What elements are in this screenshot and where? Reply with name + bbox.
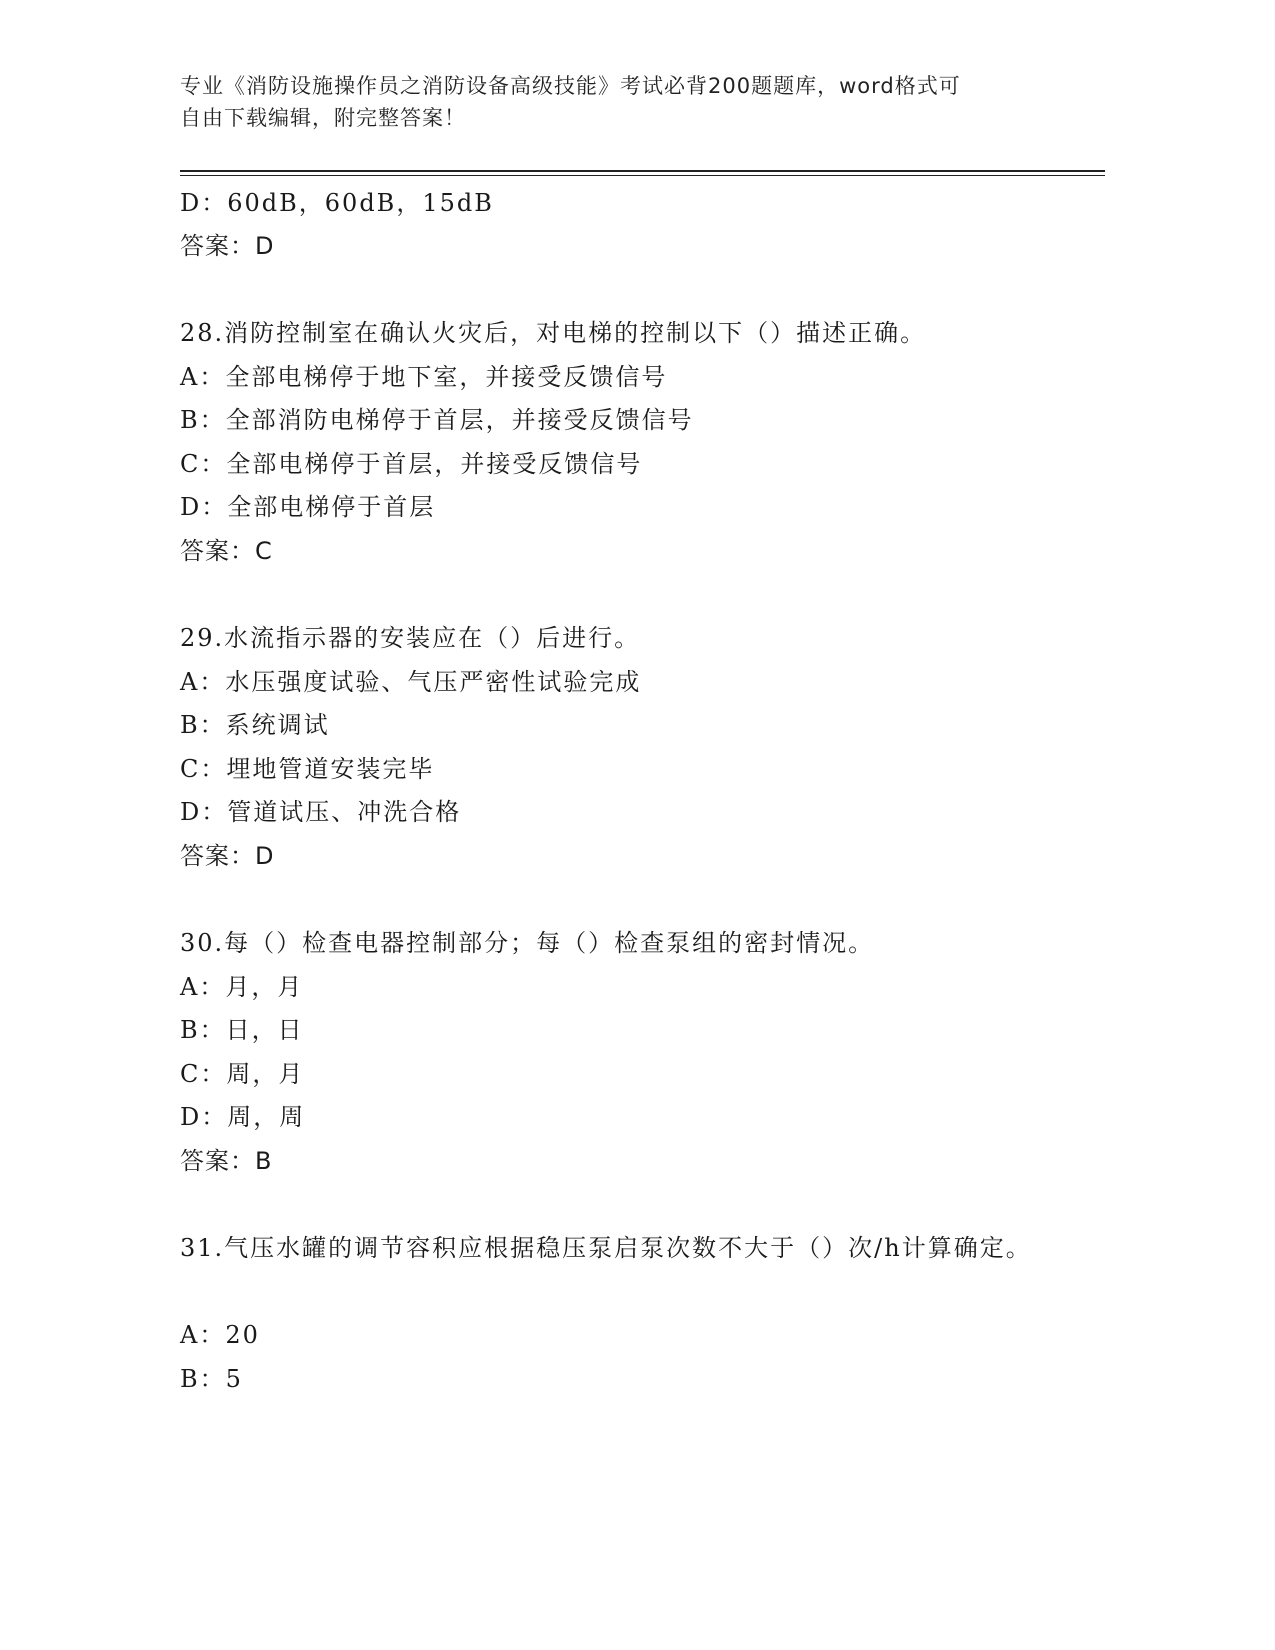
q30-option-c: C：周，月: [180, 1060, 305, 1088]
prev-option-d: D：60dB，60dB，15dB: [180, 189, 494, 217]
q28-option-a: A：全部电梯停于地下室，并接受反馈信号: [180, 363, 668, 391]
q29-option-c: C：埋地管道安装完毕: [180, 755, 435, 783]
prev-answer: 答案：D: [180, 232, 275, 260]
q29-option-a: A：水压强度试验、气压严密性试验完成: [180, 668, 642, 696]
q31-option-a: A：20: [180, 1321, 260, 1349]
q29-stem: 29.水流指示器的安装应在（）后进行。: [180, 624, 641, 652]
q30-option-d: D：周，周: [180, 1103, 306, 1131]
header-line-1: 专业《消防设施操作员之消防设备高级技能》考试必背200题题库，word格式可: [180, 74, 961, 98]
q29-answer: 答案：D: [180, 842, 275, 870]
q28-answer: 答案：C: [180, 537, 273, 565]
q31-stem: 31.气压水罐的调节容积应根据稳压泵启泵次数不大于（）次/h计算确定。: [180, 1234, 1032, 1262]
q28-stem: 28.消防控制室在确认火灾后，对电梯的控制以下（）描述正确。: [180, 319, 927, 347]
q30-answer: 答案：B: [180, 1147, 273, 1175]
q29-option-d: D：管道试压、冲洗合格: [180, 798, 462, 826]
q28-option-b: B：全部消防电梯停于首层，并接受反馈信号: [180, 406, 694, 434]
q30-option-b: B：日，日: [180, 1016, 304, 1044]
q31-option-b: B：5: [180, 1365, 243, 1393]
q30-stem: 30.每（）检查电器控制部分；每（）检查泵组的密封情况。: [180, 929, 875, 957]
q28-option-c: C：全部电梯停于首层，并接受反馈信号: [180, 450, 643, 478]
page-header: [180, 70, 1060, 134]
header-line-2: 自由下载编辑，附完整答案！: [180, 106, 466, 130]
q30-option-a: A：月，月: [180, 973, 304, 1001]
q29-option-b: B：系统调试: [180, 711, 330, 739]
header-rule-thick: [180, 170, 1105, 172]
header-rule-thin: [180, 175, 1105, 176]
q28-option-d: D：全部电梯停于首层: [180, 493, 436, 521]
